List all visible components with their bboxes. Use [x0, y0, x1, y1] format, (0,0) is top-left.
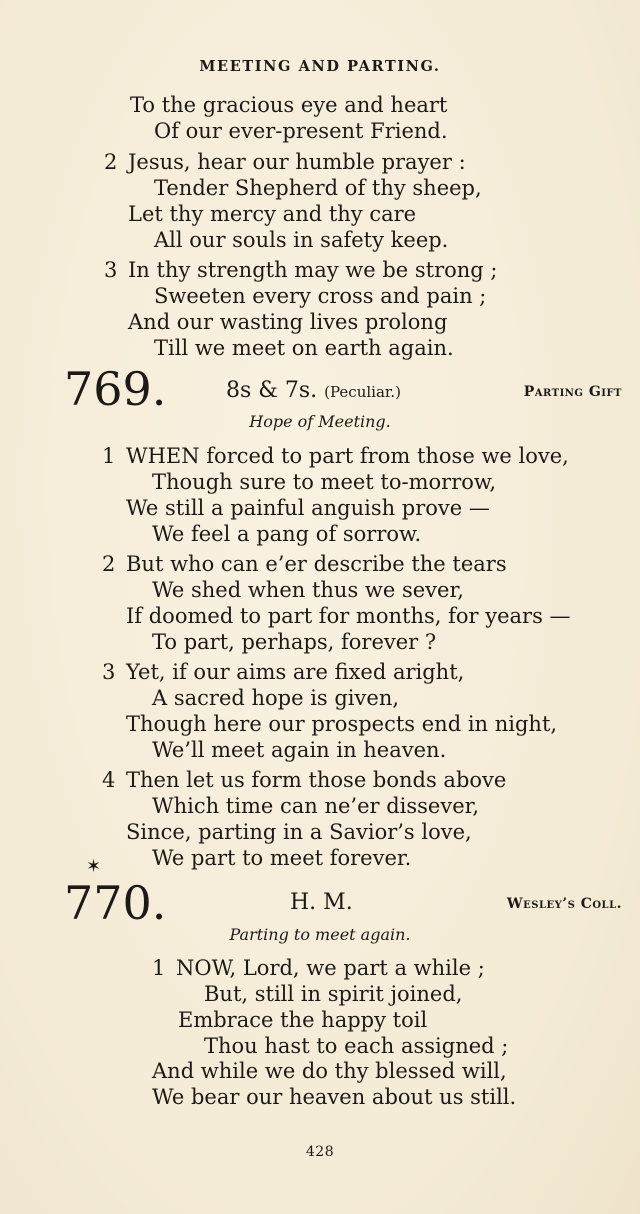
verse-line: We’ll meet again in heaven.	[152, 738, 447, 762]
verse-number: 4	[102, 768, 116, 792]
verse-number: 3	[104, 258, 118, 282]
hymn-number: 769.	[64, 362, 167, 416]
verse-line: All our souls in safety keep.	[154, 228, 449, 252]
verse-line: We bear our heaven about us still.	[152, 1085, 517, 1109]
running-header: MEETING AND PARTING.	[199, 58, 441, 75]
verse-line: Tender Shepherd of thy sheep,	[154, 176, 482, 200]
verse-line: We shed when thus we sever,	[152, 578, 464, 602]
verse-number: 3	[102, 660, 116, 684]
meter-note: (Peculiar.)	[324, 383, 402, 401]
verse-line: Which time can ne’er dissever,	[152, 794, 480, 818]
verse-line: WHEN forced to part from those we love,	[126, 444, 569, 468]
verse-line: We feel a pang of sorrow.	[152, 522, 422, 546]
verse-line: In thy strength may we be strong ;	[128, 258, 498, 282]
verse-line: To the gracious eye and heart	[130, 93, 448, 117]
verse-line: Embrace the happy toil	[178, 1008, 428, 1032]
verse-line: We still a painful anguish prove —	[126, 496, 490, 520]
tune-name: Wesley’s Coll.	[506, 896, 622, 912]
verse-line: Sweeten every cross and pain ;	[154, 284, 487, 308]
verse-line: Though sure to meet to-morrow,	[152, 470, 497, 494]
verse-line: Of our ever-present Friend.	[154, 119, 448, 143]
verse-line: We part to meet forever.	[152, 846, 412, 870]
verse-line: Though here our prospects end in night,	[126, 712, 558, 736]
verse-number: 2	[104, 150, 118, 174]
printer-mark-icon: ✶	[86, 856, 102, 877]
verse-line: To part, perhaps, forever ?	[152, 630, 437, 654]
verse-line: Let thy mercy and thy care	[128, 202, 417, 226]
hymn-number: 770.	[64, 876, 167, 930]
verse-line: A sacred hope is given,	[152, 686, 400, 710]
verse-line: Jesus, hear our humble prayer :	[128, 150, 466, 174]
verse-line: And while we do thy blessed will,	[152, 1059, 507, 1083]
meter-label: 8s & 7s.	[226, 378, 318, 403]
hymn-meter	[226, 380, 401, 402]
verse-line: NOW, Lord, we part a while ;	[176, 956, 485, 980]
verse-line: Since, parting in a Savior’s love,	[126, 820, 472, 844]
verse-line: Then let us form those bonds above	[126, 768, 507, 792]
verse-number: 2	[102, 552, 116, 576]
tune-name: Parting Gift	[523, 384, 622, 400]
verse-line: But who can e’er describe the tears	[126, 552, 507, 576]
page-number: 428	[305, 1144, 335, 1160]
hymn-meter: H. M.	[290, 890, 353, 915]
verse-line: Yet, if our aims are fixed aright,	[126, 660, 465, 684]
hymn-subtitle: Hope of Meeting.	[249, 412, 391, 431]
verse-line: If doomed to part for months, for years —	[126, 604, 571, 628]
verse-line: Thou hast to each assigned ;	[204, 1034, 509, 1058]
verse-line: But, still in spirit joined,	[204, 982, 463, 1006]
hymn-subtitle: Parting to meet again.	[229, 925, 411, 944]
verse-number: 1	[102, 444, 116, 468]
verse-line: And our wasting lives prolong	[128, 310, 448, 334]
verse-line: Till we meet on earth again.	[154, 336, 454, 360]
verse-number: 1	[152, 956, 166, 980]
